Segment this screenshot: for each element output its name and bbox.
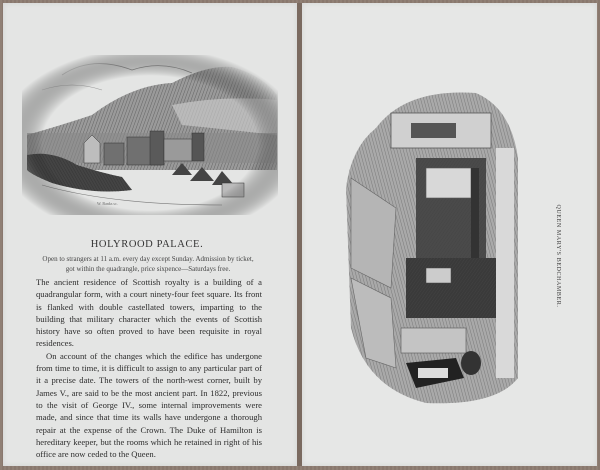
caption-text: QUEEN MARY'S BEDCHAMBER. [555,204,561,308]
holyrood-palace-engraving [22,55,278,215]
body-text [36,276,262,460]
admission-notice [30,255,266,274]
svg-text:W. Banks sc.: W. Banks sc. [97,201,118,206]
paragraph: The ancient residence of Scottish royalty is a building of a quadrangular form, with a court ninety-four feet square. Its front is flanked with double castellated towers, imparting to the building that military character which the events of Scottish history have so often proved to have been requisite in royal residences. [36,277,262,349]
notice-line: got within the quadrangle, price sixpence—Saturdays free. [65,264,231,273]
paragraph: On account of the changes which the edifice has undergone from time to time, it is difficult to assign to any particular part of it a precise date. The towers of the north-west corner, built by James V., are said to be the most ancient part. In 1822, previous to the visit of George IV., some internal improvements were made, and since that time its walls have undergone a thorough repair at the expense of the Crown. The Duke of Hamilton is hereditary keeper, but the rooms which he retained in right of his office are now ceded to the Queen. [36,350,262,460]
notice-line: Open to strangers at 11 a.m. every day except Sunday. Admission by ticket, [42,255,254,263]
bedchamber-engraving [346,88,522,406]
plate-caption [553,186,563,326]
page-title: HOLYROOD PALACE. [90,239,204,250]
